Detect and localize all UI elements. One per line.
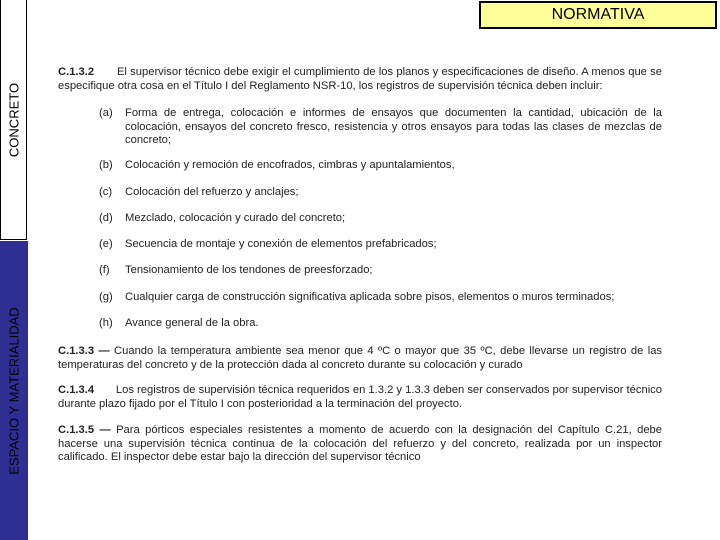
- item-label: (d): [99, 212, 113, 224]
- item-text: Colocación del refuerzo y anclajes;: [125, 186, 299, 198]
- item-label: (e): [99, 238, 113, 250]
- list-item: [99, 291, 662, 305]
- item-text: Forma de entrega, colocación e informes de ensayos que documenten la cantidad, ubicación de la colocación, ensayos del concreto fresco, resistencia y otros ensayos para todas las clases de mezclas de concreto;: [125, 107, 662, 147]
- section-c132: [58, 66, 662, 93]
- item-text: Avance general de la obra.: [125, 317, 259, 329]
- item-label: (f): [99, 264, 110, 276]
- normativa-badge: NORMATIVA: [479, 1, 717, 29]
- sidebar-concreto: [0, 0, 27, 240]
- section-code: C.1.3.5 —: [58, 424, 111, 436]
- section-text: Los registros de supervisión técnica requeridos en 1.3.2 y 1.3.3 deben ser conservados por supervisor técnico durante plazo fijado por el Título I con posterioridad a la terminación del proyecto.: [58, 384, 662, 410]
- section-code: C.1.3.4: [58, 384, 95, 396]
- item-text: Colocación y remoción de encofrados, cimbras y apuntalamientos,: [125, 159, 455, 171]
- item-text: Secuencia de montaje y conexión de elementos prefabricados;: [125, 238, 437, 250]
- section-text: El supervisor técnico debe exigir el cumplimiento de los planos y especificaciones de diseño. A menos que se especifique otra cosa en el Título I del Reglamento NSR-10, los registros de supervisión técnica deben incluir:: [58, 66, 662, 92]
- section-c135: [58, 424, 662, 465]
- sidebar-espacio-label: ESPACIO Y MATERIALIDAD: [6, 306, 22, 475]
- section-code: C.1.3.3 —: [58, 345, 110, 357]
- sidebar-espacio-materialidad: [0, 241, 28, 540]
- list-item: [99, 107, 662, 148]
- section-text: Cuando la temperatura ambiente sea menor que 4 ºC o mayor que 35 ºC, debe llevarse un registro de las temperaturas del concreto y de la protección dada al concreto durante su colocación y curado: [58, 345, 663, 371]
- item-label: (h): [99, 317, 113, 329]
- section-text: Para pórticos especiales resistentes a momento de acuerdo con la designación del Capítulo C.21, debe hacerse una supervisión técnica continua de la colocación del refuerzo y del concreto, realizada por un inspector calificado. El inspector debe estar bajo la dirección del supervisor técnico: [58, 424, 662, 464]
- list-item: [99, 212, 662, 226]
- section-c134: [58, 384, 662, 411]
- item-text: Cualquier carga de construcción significativa aplicada sobre pisos, elementos o muros terminados;: [125, 291, 615, 303]
- item-text: Mezclado, colocación y curado del concreto;: [125, 212, 346, 224]
- item-label: (a): [99, 107, 113, 119]
- section-code: C.1.3.2: [58, 66, 95, 78]
- list-item: [99, 317, 662, 331]
- item-label: (g): [99, 291, 113, 303]
- list-item: [99, 186, 662, 200]
- list-item: [99, 238, 662, 252]
- list-item: [99, 264, 662, 278]
- item-label: (c): [99, 186, 113, 198]
- sidebar-concreto-label: CONCRETO: [6, 82, 21, 157]
- item-text: Tensionamiento de los tendones de preesforzado;: [125, 264, 373, 276]
- section-c133: [58, 345, 662, 372]
- item-label: (b): [99, 159, 113, 171]
- list-item: [99, 159, 662, 173]
